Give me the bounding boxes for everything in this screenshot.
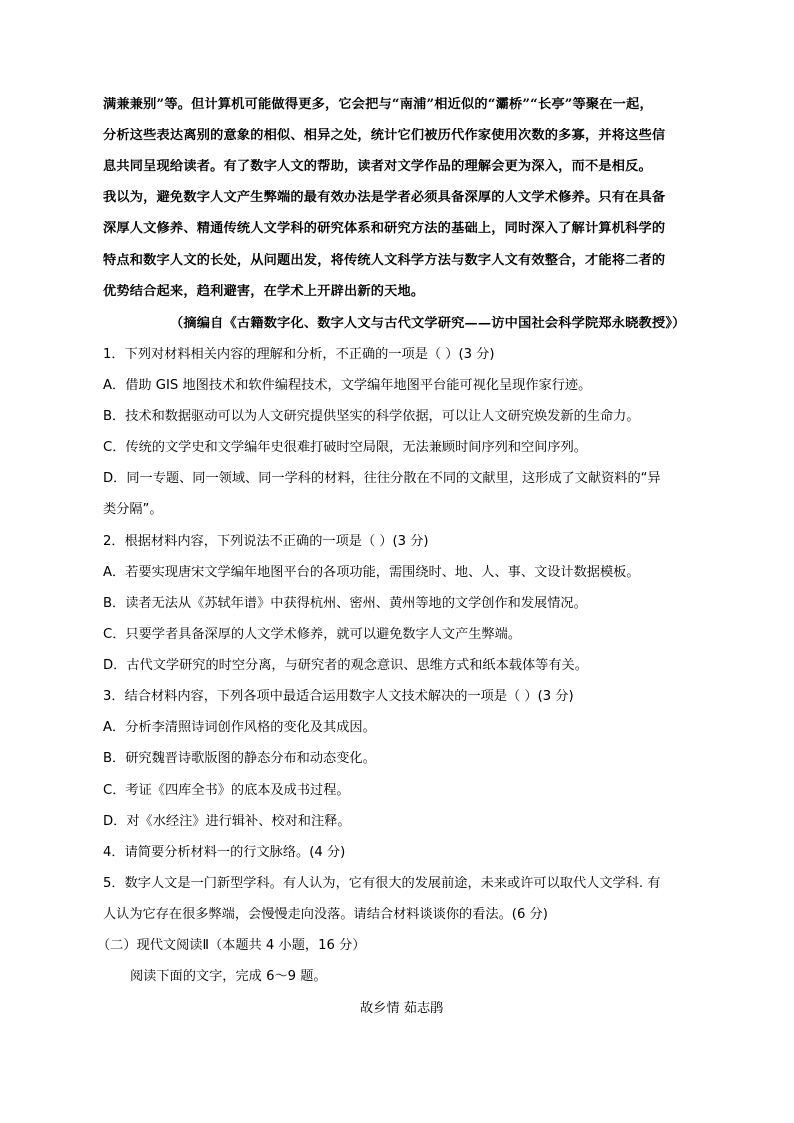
question-2-option-c: C．只要学者具备深厚的人文学术修养，就可以避免数字人文产生弊端。 [103,627,522,642]
question-2-option-b: B．读者无法从《苏轼年谱》中获得杭州、密州、黄州等地的文学创作和发展情况。 [103,596,587,611]
passage-line: 优势结合起来，趋利避害，在学术上开辟出新的天地。 [103,284,425,299]
article-title: 故乡情 茹志鹃 [360,1001,444,1016]
section-instruction: 阅读下面的文字，完成 6～9 题。 [130,969,327,984]
passage-line: 分析这些表达离别的意象的相似、相异之处，统计它们被历代作家使用次数的多寡，并将这些信 [103,128,666,143]
question-4-stem: 4．请简要分析材料一的行文脉络。(4 分) [103,845,346,860]
question-1-option-a: A．借助 GIS 地图技术和软件编程技术，文学编年地图平台能可视化呈现作家行迹。 [103,378,592,393]
question-1-option-c: C．传统的文学史和文学编年史很难打破时空局限，无法兼顾时间序列和空间序列。 [103,440,587,455]
question-5-stem: 5．数字人文是一门新型学科。有人认为，它有很大的发展前途，未来或许可以取代人文学科. 有 [103,876,661,891]
passage-line: 满兼兼别”等。但计算机可能做得更多，它会把与“南浦”相近似的“灞桥”“长亭”等聚在一起， [103,97,653,112]
question-3-option-c: C．考证《四库全书》的底本及成书过程。 [103,783,350,798]
question-1-option-b: B．技术和数据驱动可以为人文研究提供坚实的科学依据，可以让人文研究焕发新的生命力。 [103,409,640,424]
question-2-option-a: A．若要实现唐宋文学编年地图平台的各项功能，需围绕时、地、人、事、文设计数据模板。 [103,565,640,580]
question-1-option-d-cont: 类分隔”。 [103,502,163,517]
passage-line: 我以为，避免数字人文产生弊端的最有效办法是学者必须具备深厚的人文学术修养。只有在具备 [103,190,666,205]
question-5-stem-cont: 人认为它存在很多弊端，会慢慢走向没落。请结合材料谈谈你的看法。(6 分) [103,907,548,922]
question-3-option-b: B．研究魏晋诗歌版图的静态分布和动态变化。 [103,751,376,766]
passage-line: 深厚人文修养、精通传统人文学科的研究体系和研究方法的基础上，同时深入了解计算机科学的 [103,221,666,236]
section-heading: （二）现代文阅读Ⅱ（本题共 4 小题，16 分） [97,938,366,953]
passage-source: （摘编自《古籍数字化、数字人文与古代文学研究——访中国社会科学院郑永晓教授》） [170,316,686,331]
question-1-stem: 1．下列对材料相关内容的理解和分析，不正确的一项是（ ）(3 分) [103,347,495,362]
question-2-stem: 2．根据材料内容，下列说法不正确的一项是（ ）(3 分) [103,534,429,549]
passage-line: 特点和数字人文的长处，从问题出发，将传统人文科学方法与数字人文有效整合，才能将二者的 [103,253,666,268]
question-1-option-d: D．同一专题、同一领域、同一学科的材料，往往分散在不同的文献里，这形成了文献资料的“异 [103,471,661,486]
passage-line: 息共同呈现给读者。有了数字人文的帮助，读者对文学作品的理解会更为深入，而不是相反。 [103,159,652,174]
question-3-option-a: A．分析李清照诗词创作风格的变化及其成因。 [103,720,376,735]
question-3-option-d: D．对《水经注》进行辑补、校对和注释。 [103,814,351,829]
question-2-option-d: D．古代文学研究的时空分离，与研究者的观念意识、思维方式和纸本载体等有关。 [103,658,588,673]
question-3-stem: 3．结合材料内容，下列各项中最适合运用数字人文技术解决的一项是（ ）(3 分) [103,689,574,704]
